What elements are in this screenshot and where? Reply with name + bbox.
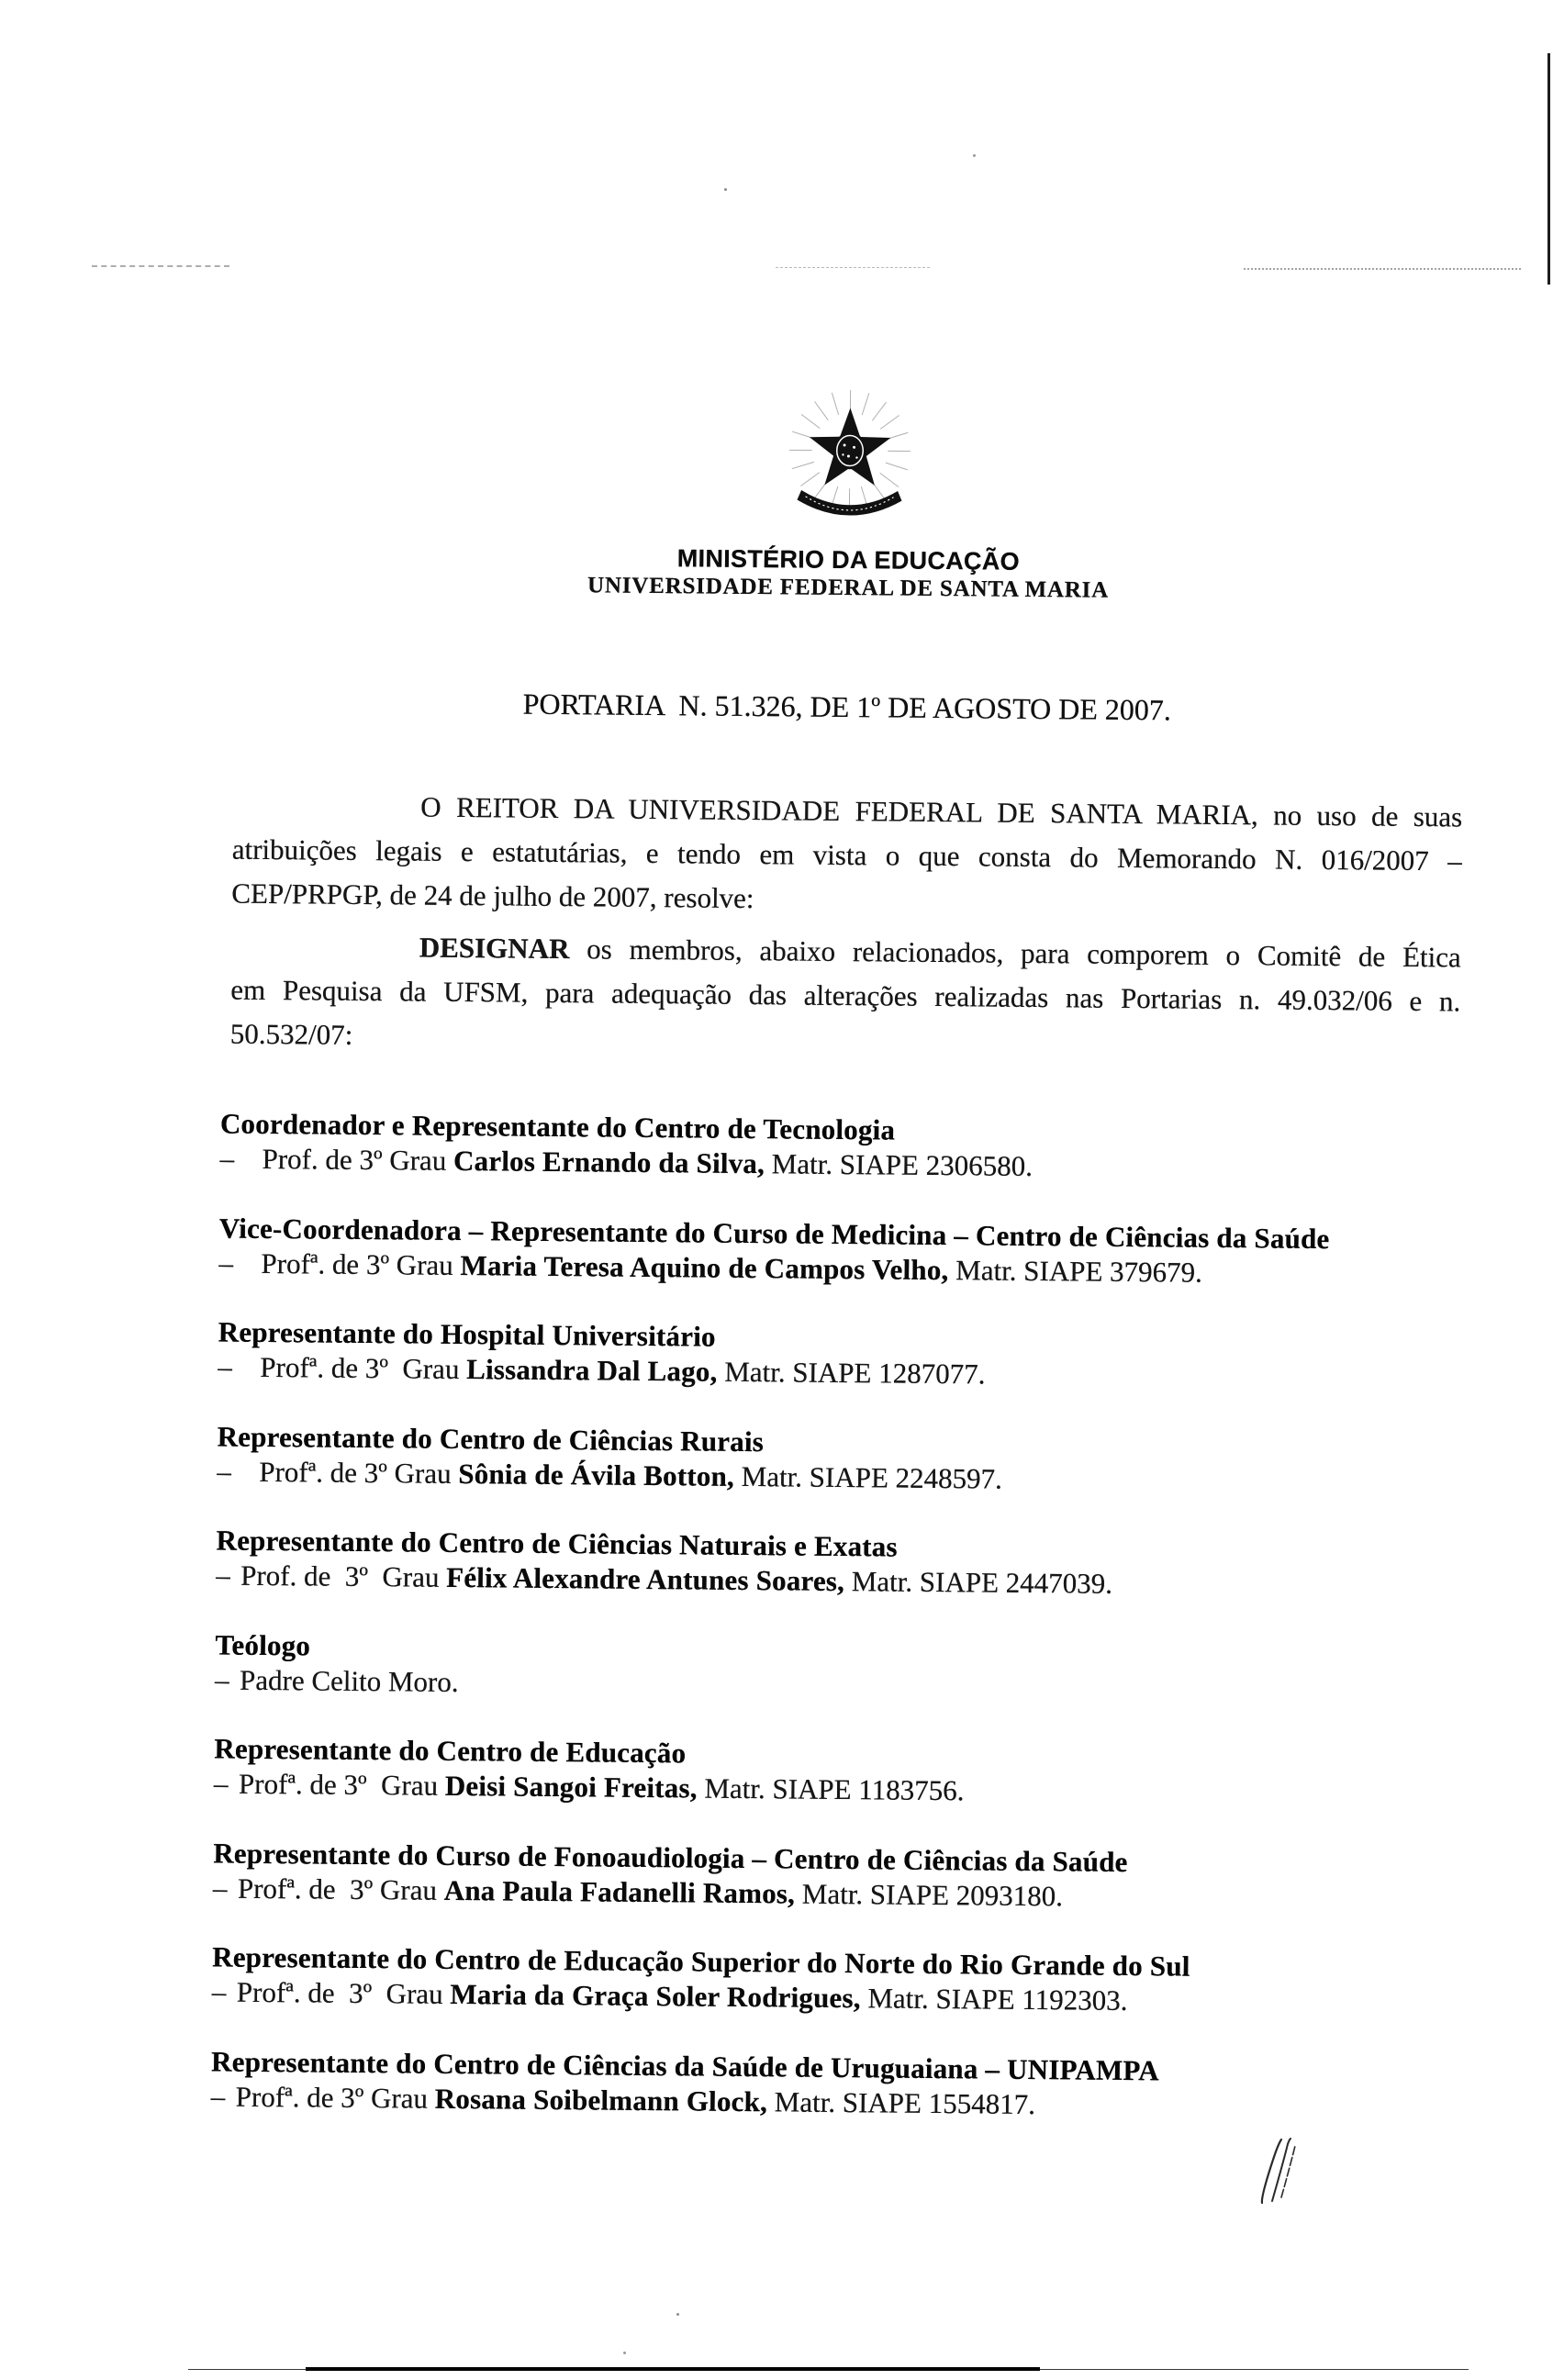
preamble-line: O REITOR DA UNIVERSIDADE FEDERAL DE SANTA MARIA, no uso de suas	[232, 784, 1462, 840]
member-entry	[218, 1314, 1459, 1396]
member-entry	[219, 1106, 1461, 1188]
list-dash: –	[214, 1766, 239, 1801]
list-dash: –	[212, 1974, 237, 2009]
member-name: Maria da Graça Soler Rodrigues,	[450, 1978, 861, 2014]
brazil-coat-of-arms-icon	[780, 381, 920, 536]
preamble-line: atribuições legais e estatutárias, e tendo em vista o que consta do Memorando N. 016/2007 –	[232, 828, 1462, 884]
member-detail: – Profª. de 3º Grau Deisi Sangoi Freitas, Matr. SIAPE 1183756.	[214, 1766, 1455, 1813]
letterhead	[229, 376, 1468, 609]
member-role-heading: Representante do Centro de Educação	[214, 1731, 1455, 1778]
member-name: Carlos Ernando da Silva,	[453, 1145, 765, 1179]
member-list	[210, 1106, 1461, 2160]
member-entry	[215, 1627, 1457, 1709]
member-role-heading: Representante do Curso de Fonoaudiologia – Centro de Ciências da Saúde	[213, 1836, 1454, 1883]
designar-keyword: DESIGNAR	[419, 932, 570, 966]
member-role-heading: Representante do Centro de Ciências Rurais	[217, 1419, 1458, 1466]
preamble-line: CEP/PRPGP, de 24 de julho de 2007, resolve:	[231, 872, 1461, 928]
member-entry	[214, 1731, 1456, 1813]
document-title: PORTARIA N. 51.326, DE 1º DE AGOSTO DE 2007.	[229, 685, 1465, 731]
member-name: Félix Alexandre Antunes Soares,	[446, 1561, 844, 1597]
list-dash: –	[217, 1454, 259, 1489]
member-name: Sônia de Ávila Botton,	[458, 1457, 734, 1492]
ministry-name: MINISTÉRIO DA EDUCAÇÃO	[230, 540, 1467, 581]
list-dash: –	[218, 1246, 261, 1280]
list-dash: –	[211, 2079, 236, 2114]
member-role-heading: Coordenador e Representante do Centro de Tecnologia	[220, 1106, 1461, 1153]
member-entry	[211, 2044, 1453, 2126]
member-role-heading: Representante do Centro de Educação Superior do Norte do Rio Grande do Sul	[212, 1939, 1453, 1986]
member-role-heading: Representante do Hospital Universitário	[218, 1314, 1459, 1361]
member-name: Lissandra Dal Lago,	[466, 1353, 718, 1388]
designation-line: em Pesquisa da UFSM, para adequação das alterações realizadas nas Portarias n. 49.032/06 e n.	[230, 968, 1460, 1024]
member-entry	[216, 1523, 1458, 1604]
member-role-heading: Vice-Coordenadora – Representante do Curso de Medicina – Centro de Ciências da Saúde	[219, 1211, 1460, 1257]
member-role-heading: Representante do Centro de Ciências da Saúde de Uruguaiana – UNIPAMPA	[211, 2044, 1452, 2091]
member-detail: – Profª. de 3º Grau Sônia de Ávila Botton, Matr. SIAPE 2248597.	[217, 1454, 1458, 1501]
list-dash: –	[216, 1558, 240, 1592]
list-dash: –	[219, 1141, 262, 1176]
list-dash: –	[213, 1871, 238, 1905]
member-entry	[218, 1211, 1460, 1292]
designation-paragraph	[230, 924, 1461, 1068]
member-detail: – Profª. de 3º Grau Maria Teresa Aquino de Campos Velho, Matr. SIAPE 379679.	[218, 1246, 1459, 1292]
document-content	[213, 0, 1472, 2380]
member-name: Deisi Sangoi Freitas,	[445, 1770, 698, 1805]
member-detail: – Padre Celito Moro.	[215, 1662, 1456, 1709]
designation-line: 50.532/07:	[230, 1012, 1460, 1068]
preamble-paragraph	[231, 784, 1462, 928]
list-dash: –	[215, 1662, 240, 1697]
institution-name: UNIVERSIDADE FEDERAL DE SANTA MARIA	[229, 569, 1466, 609]
scan-artifact-dashed-line-left	[92, 265, 229, 267]
member-role-heading: Teólogo	[215, 1627, 1456, 1674]
member-name: Ana Paula Fadanelli Ramos,	[444, 1873, 796, 1909]
member-entry	[212, 1939, 1454, 2021]
member-detail: – Profª. de 3º Grau Rosana Soibelmann Glock, Matr. SIAPE 1554817.	[211, 2079, 1452, 2126]
list-dash: –	[218, 1349, 260, 1384]
member-entry	[213, 1836, 1455, 1917]
designation-line: DESIGNAR os membros, abaixo relacionados, para comporem o Comitê de Ética	[231, 924, 1461, 980]
member-name: Rosana Soibelmann Glock,	[435, 2082, 768, 2117]
member-entry	[217, 1419, 1458, 1501]
member-detail: – Prof. de 3º Grau Félix Alexandre Antunes Soares, Matr. SIAPE 2447039.	[216, 1558, 1457, 1604]
scan-artifact-right-edge-mark	[1547, 53, 1550, 285]
member-detail: – Prof. de 3º Grau Carlos Ernando da Silva, Matr. SIAPE 2306580.	[219, 1141, 1460, 1188]
member-name: Maria Teresa Aquino de Campos Velho,	[460, 1248, 948, 1285]
member-role-heading: Representante do Centro de Ciências Naturais e Exatas	[216, 1523, 1457, 1570]
member-detail: – Profª. de 3º Grau Lissandra Dal Lago, Matr. SIAPE 1287077.	[218, 1349, 1458, 1396]
member-detail: – Profª. de 3º Grau Maria da Graça Soler Rodrigues, Matr. SIAPE 1192303.	[212, 1974, 1453, 2021]
member-detail: – Profª. de 3º Grau Ana Paula Fadanelli Ramos, Matr. SIAPE 2093180.	[213, 1871, 1454, 1917]
